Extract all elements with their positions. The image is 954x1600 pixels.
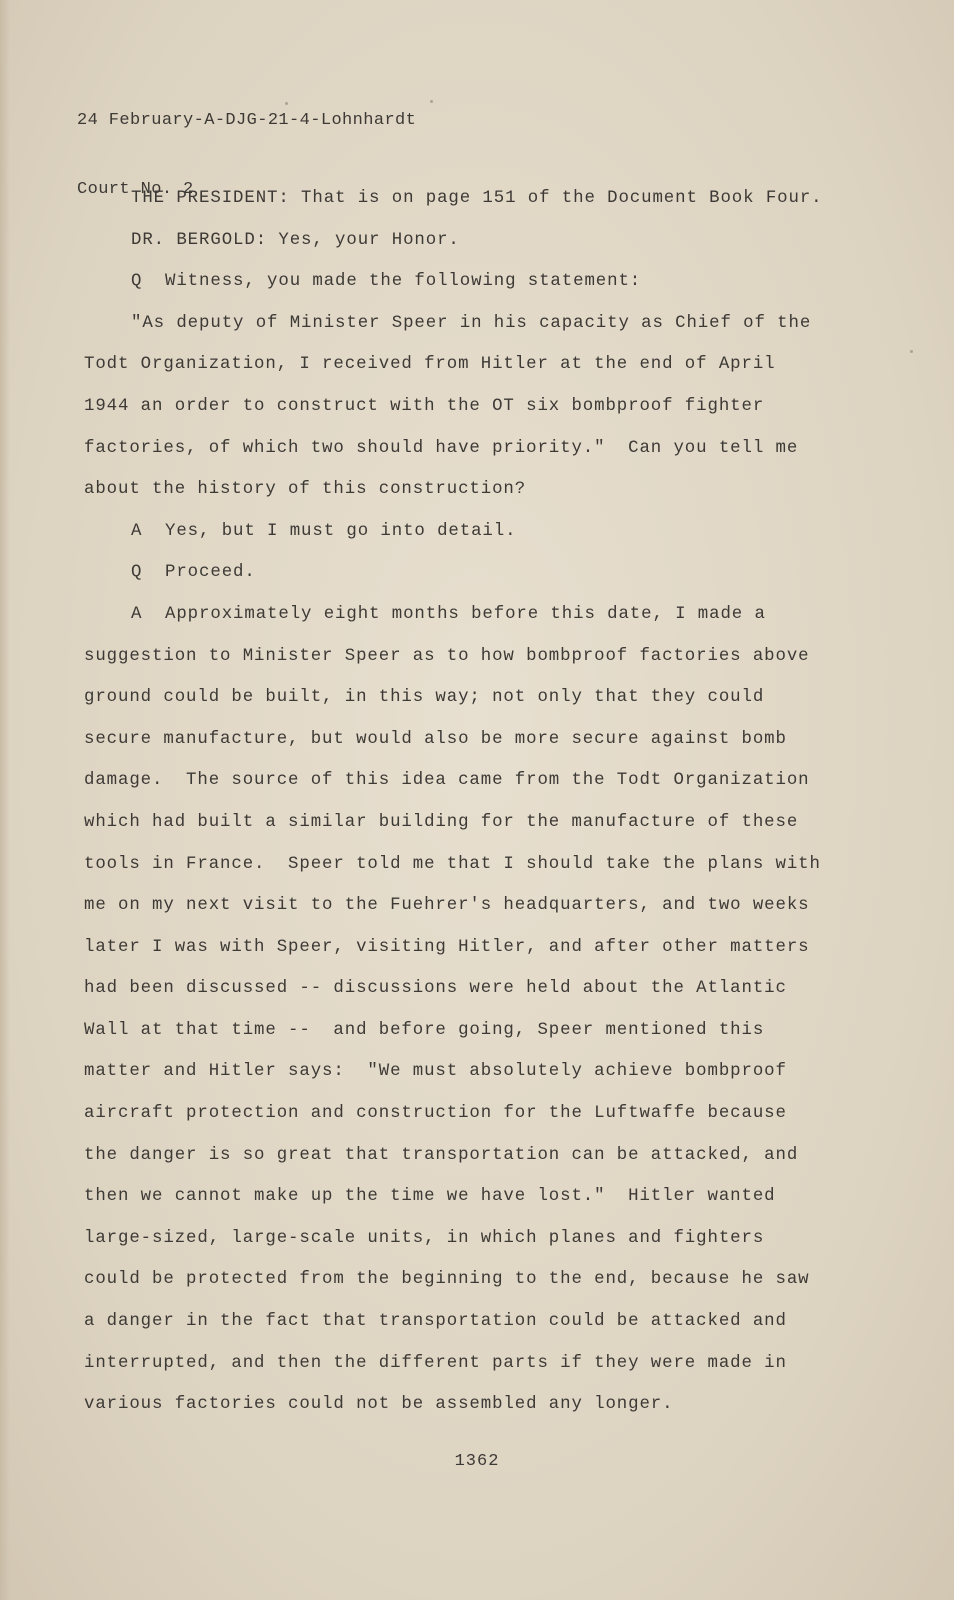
text-line: matter and Hitler says: "We must absolutely achieve bombproof [84,1062,787,1082]
text-line: 1944 an order to construct with the OT six bombproof fighter [84,396,765,416]
text-line: me on my next visit to the Fuehrer's headquarters, and two weeks [84,896,810,916]
text-line: Q Proceed. [131,563,256,583]
text-line: Wall at that time -- and before going, Speer mentioned this [84,1020,765,1040]
header-line-1: 24 February-A-DJG-21-4-Lohnhardt [77,111,417,130]
text-line: A Approximately eight months before this date, I made a [131,604,766,624]
paper-speck [910,350,913,353]
text-line: A Yes, but I must go into detail. [131,521,517,541]
text-line: interrupted, and then the different parts if they were made in [84,1353,787,1373]
text-line: aircraft protection and construction for the Luftwaffe because [84,1104,787,1124]
text-line: ground could be built, in this way; not only that they could [84,688,765,708]
paper-speck [430,100,433,103]
text-line: DR. BERGOLD: Yes, your Honor. [131,230,460,250]
text-line: had been discussed -- discussions were held about the Atlantic [84,979,787,999]
text-line: then we cannot make up the time we have lost." Hitler wanted [84,1187,776,1207]
page-edge-shadow [0,0,10,1600]
text-line: suggestion to Minister Speer as to how bombproof factories above [84,646,810,666]
text-line: which had built a similar building for the manufacture of these [84,812,799,832]
transcript-body [84,178,884,1426]
text-line: later I was with Speer, visiting Hitler, and after other matters [84,937,810,957]
text-line: the danger is so great that transportation can be attacked, and [84,1145,799,1165]
text-line: a danger in the fact that transportation could be attacked and [84,1312,787,1332]
page-number: 1362 [454,1452,500,1471]
paper-speck [285,102,288,105]
text-line: could be protected from the beginning to the end, because he saw [84,1270,810,1290]
text-line: Q Witness, you made the following statement: [131,272,642,292]
text-line: secure manufacture, but would also be more secure against bomb [84,729,787,749]
text-line: large-sized, large-scale units, in which planes and fighters [84,1228,765,1248]
text-line: factories, of which two should have priority." Can you tell me [84,438,799,458]
header-line-2: Court No. 2 [77,180,194,199]
text-line: tools in France. Speer told me that I should take the plans with [84,854,821,874]
text-line: "As deputy of Minister Speer in his capacity as Chief of the [131,313,812,333]
text-line: THE PRESIDENT: That is on page 151 of the Document Book Four. [131,189,823,208]
text-line: damage. The source of this idea came from the Todt Organization [84,771,810,791]
text-line: about the history of this construction? [84,480,527,500]
text-line: Todt Organization, I received from Hitler at the end of April [84,355,776,375]
text-line: various factories could not be assembled any longer. [84,1395,674,1415]
